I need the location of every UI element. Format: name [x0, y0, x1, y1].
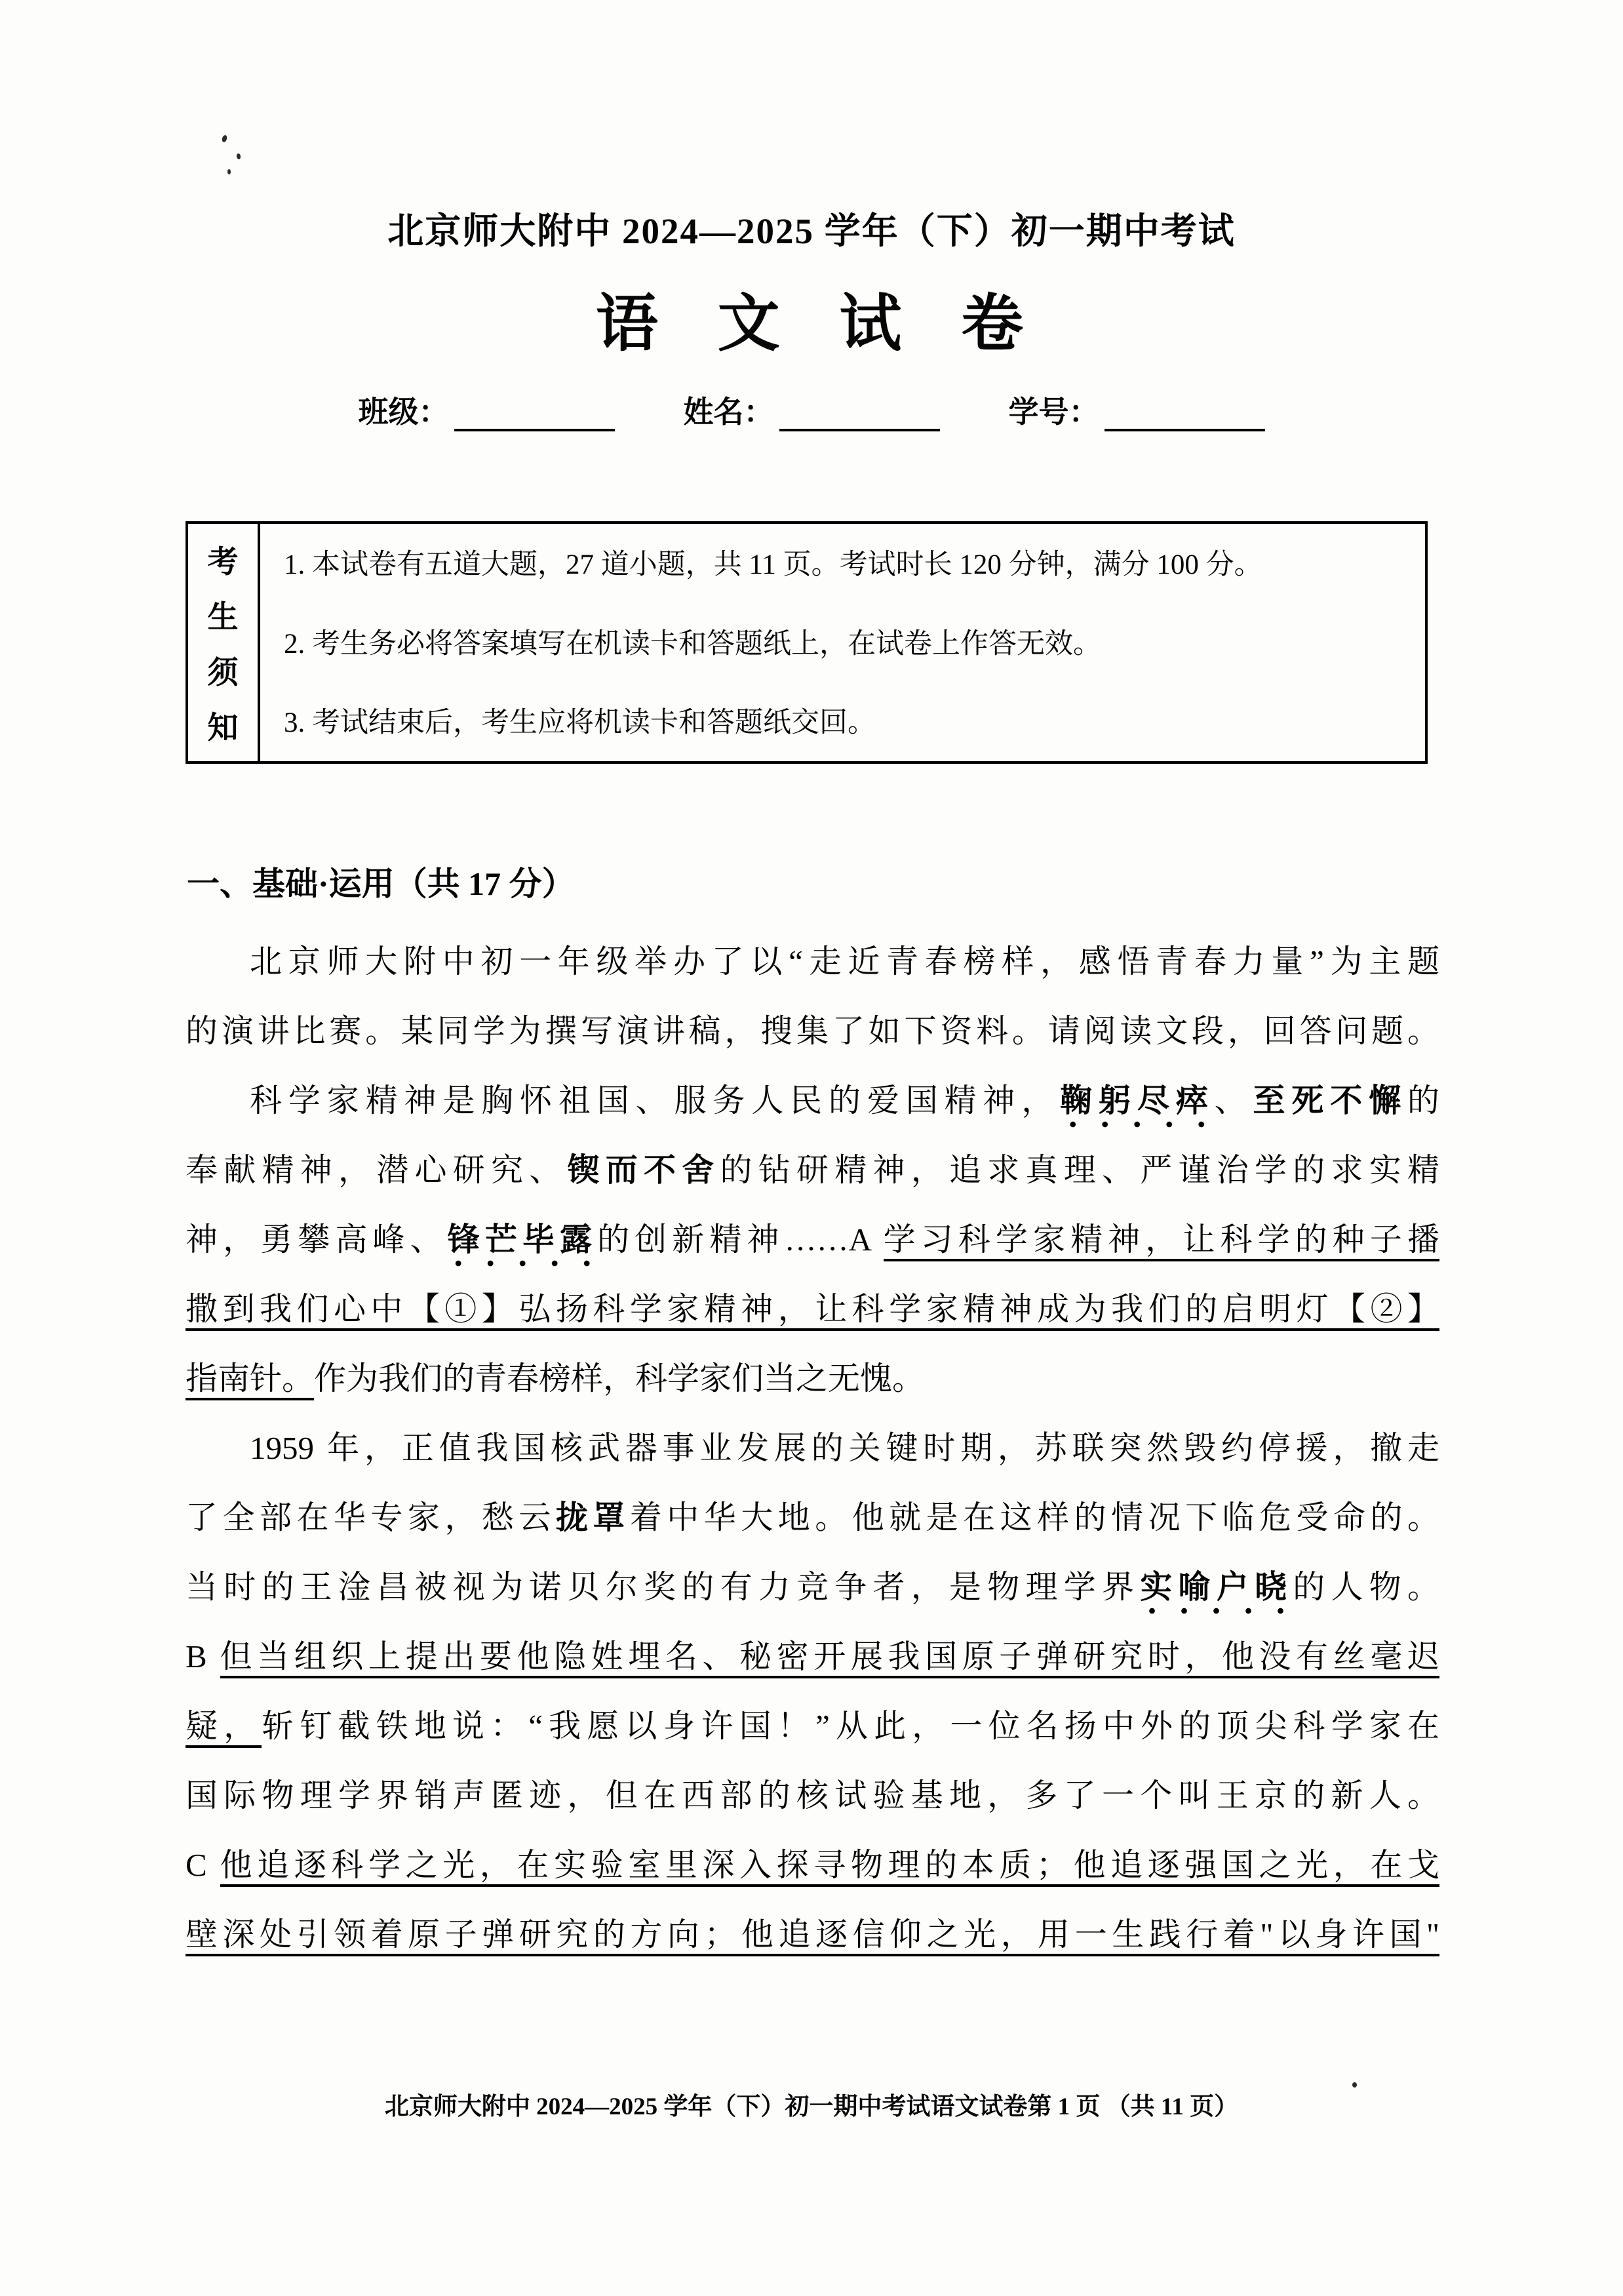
- student-info-line: [0, 388, 1623, 431]
- ink-speckle: [221, 134, 227, 143]
- text-line: [186, 1622, 1439, 1692]
- student-id-label: 学号：: [1008, 395, 1099, 429]
- text-line: [186, 1275, 1439, 1344]
- text-segment: 神，勇攀高峰、: [186, 1221, 448, 1257]
- page-footer: 北京师大附中 2024—2025 学年（下）初一期中考试语文试卷第 1 页 （共 11 页）: [384, 2093, 1239, 2120]
- text-segment: B: [186, 1638, 220, 1674]
- emphasized-text: 实喻户晓: [1140, 1569, 1293, 1615]
- text-segment: 斩钉截铁地说：“我愿以身许国！”从此，一位名扬中外的顶尖科学家在: [262, 1708, 1439, 1744]
- student-id-field: [1009, 388, 1265, 431]
- notice-items: [260, 524, 1425, 761]
- notice-item: 3. 考试结束后，考生应将机读卡和答题纸交回。: [284, 707, 876, 738]
- underlined-text: 学习科学家精神，让科学的种子播: [884, 1221, 1439, 1261]
- text-line: [186, 1205, 1439, 1275]
- text-segment: 着中华大地。他就是在这样的情况下临危受命的。: [629, 1499, 1439, 1535]
- text-segment: 的创新精神……A: [597, 1221, 884, 1257]
- underlined-text: 疑，: [186, 1708, 262, 1748]
- notice-item: 1. 本试卷有五道大题，27 道小题，共 11 页。考试时长 120 分钟，满分 100 分。: [284, 549, 1262, 580]
- text-segment: 锲而不舍: [567, 1152, 720, 1188]
- text-line: [186, 1066, 1439, 1136]
- name-label: 姓名：: [683, 395, 774, 429]
- underlined-text: 但当组织上提出要他隐姓埋名、秘密开展我国原子弹研究时，他没有丝毫迟: [220, 1638, 1439, 1678]
- class-label: 班级：: [358, 395, 449, 429]
- emphasized-text: 锋芒毕露: [448, 1221, 597, 1268]
- notice-side-char: 须: [207, 656, 239, 690]
- text-line: [186, 1761, 1439, 1831]
- text-line: [186, 1344, 1439, 1414]
- notice-item: 2. 考生务必将答案填写在机读卡和答题纸上，在试卷上作答无效。: [284, 628, 1101, 660]
- candidate-notice-box: [186, 521, 1428, 764]
- text-segment: 的钻研精神，追求真理、严谨治学的求实精: [720, 1152, 1439, 1188]
- text-line: [186, 927, 1439, 997]
- notice-side-char: 考: [207, 545, 239, 580]
- text-segment: 、: [1214, 1082, 1253, 1118]
- text-segment: 北京师大附中初一年级举办了以“走近青春榜样，感悟青春力量”为主题: [250, 943, 1439, 980]
- text-line: [186, 1483, 1439, 1553]
- text-line: [186, 1900, 1439, 1969]
- notice-side-char: 知: [207, 711, 239, 746]
- underlined-text: 指南针。: [186, 1360, 314, 1400]
- exam-title: 北京师大附中 2024—2025 学年（下）初一期中考试: [387, 211, 1236, 251]
- text-segment: 奉献精神，潜心研究、: [186, 1152, 568, 1188]
- text-segment: 当时的王淦昌被视为诺贝尔奖的有力竞争者，是物理学界: [186, 1569, 1141, 1605]
- notice-side-label: [188, 524, 260, 761]
- text-line: [186, 1553, 1439, 1622]
- text-line: [186, 997, 1439, 1066]
- text-segment: 作为我们的青春榜样，科学家们当之无愧。: [314, 1360, 925, 1396]
- underlined-text: 他追逐科学之光，在实验室里深入探寻物理的本质；他追逐强国之光，在戈: [220, 1847, 1439, 1887]
- subject-title: 语 文 试 卷: [595, 289, 1028, 359]
- text-segment: 拢罩: [555, 1499, 630, 1535]
- section-heading: 一、基础·运用（共 17 分）: [187, 865, 575, 902]
- text-segment: 科学家精神是胸怀祖国、服务人民的爱国精神，: [250, 1082, 1061, 1118]
- text-segment: 1959 年，正值我国核武器事业发展的关键时期，苏联突然毁约停援，撤走: [250, 1430, 1439, 1466]
- text-line: [186, 1414, 1439, 1483]
- emphasized-text: 鞠躬尽瘁: [1060, 1082, 1214, 1129]
- text-segment: 了全部在华专家，愁云: [186, 1499, 556, 1535]
- text-segment: 国际物理学界销声匿迹，但在西部的核试验基地，多了一个叫王京的新人。: [186, 1777, 1439, 1813]
- name-field: [684, 388, 940, 431]
- text-segment: 至死不懈: [1253, 1082, 1407, 1118]
- class-field: [359, 388, 615, 431]
- text-line: [186, 1136, 1439, 1205]
- body-text: [186, 927, 1439, 1969]
- text-segment: 的人物。: [1293, 1569, 1439, 1605]
- class-blank-line: [454, 392, 615, 431]
- name-blank-line: [779, 392, 940, 431]
- text-line: [186, 1692, 1439, 1761]
- ink-speckle: [236, 153, 241, 160]
- text-line: [186, 1831, 1439, 1900]
- text-segment: C: [186, 1847, 220, 1883]
- text-segment: 的演讲比赛。某同学为撰写演讲稿，搜集了如下资料。请阅读文段，回答问题。: [186, 1013, 1439, 1049]
- student-id-blank-line: [1105, 392, 1265, 431]
- notice-side-char: 生: [207, 601, 239, 635]
- text-segment: 的: [1407, 1082, 1439, 1118]
- ink-speckle: [227, 169, 231, 174]
- underlined-text: 撒到我们心中【①】弘扬科学家精神，让科学家精神成为我们的启明灯【②】: [186, 1291, 1439, 1331]
- underlined-text: 壁深处引领着原子弹研究的方向；他追逐信仰之光，用一生践行着"以身许国": [186, 1916, 1439, 1956]
